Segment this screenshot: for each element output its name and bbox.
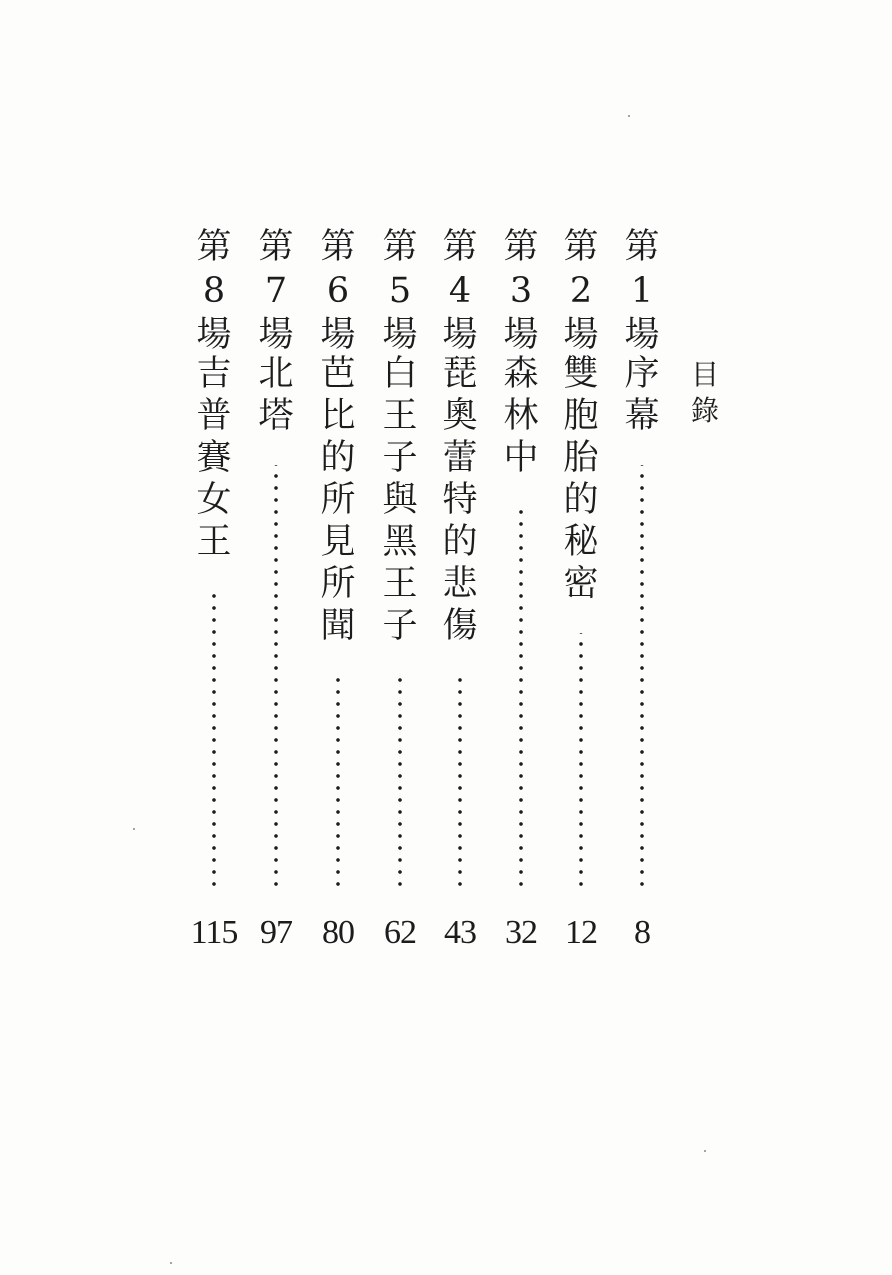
scene-number: 第 1 場 [624, 227, 660, 355]
chapter-title: 芭 比 的 所 見 所 聞 [320, 354, 356, 646]
page-number: 43 [444, 914, 476, 951]
scene-number: 第 3 場 [503, 227, 539, 355]
page-number: 97 [260, 914, 292, 951]
scene-number: 第 7 場 [258, 227, 294, 355]
page-number: 62 [384, 914, 416, 951]
toc-entry[interactable] [551, 225, 611, 985]
paper-speck [170, 1262, 172, 1264]
toc-heading: 目 錄 [690, 358, 719, 427]
scene-number: 第 8 場 [196, 227, 232, 355]
dot-leader [579, 633, 583, 890]
toc-entry[interactable] [308, 225, 368, 985]
page-number: 80 [322, 914, 354, 951]
toc-entry[interactable] [612, 225, 672, 985]
scene-number: 第 2 場 [563, 227, 599, 355]
toc-entry[interactable] [246, 225, 306, 985]
page-number: 115 [190, 914, 238, 951]
page-number: 32 [505, 914, 537, 951]
toc-entry[interactable] [430, 225, 490, 985]
chapter-title: 森 林 中 [503, 354, 539, 478]
dot-leader [212, 591, 216, 890]
chapter-title: 序 幕 [624, 354, 660, 436]
scene-number: 第 5 場 [382, 227, 418, 355]
toc-entry[interactable] [370, 225, 430, 985]
paper-speck [628, 115, 630, 117]
page-number: 12 [565, 914, 597, 951]
chapter-title: 白 王 子 與 黑 王 子 [382, 354, 418, 646]
scene-number: 第 4 場 [442, 227, 478, 355]
toc-entry[interactable] [184, 225, 244, 985]
paper-speck [704, 1150, 706, 1152]
dot-leader [519, 507, 523, 890]
dot-leader [398, 675, 402, 890]
dot-leader [274, 465, 278, 890]
page-number: 8 [634, 914, 650, 951]
paper-speck [133, 828, 135, 830]
scene-number: 第 6 場 [320, 227, 356, 355]
chapter-title: 琵 奧 蕾 特 的 悲 傷 [442, 354, 478, 646]
chapter-title: 雙 胞 胎 的 秘 密 [563, 354, 599, 604]
chapter-title: 吉 普 賽 女 王 [196, 354, 232, 562]
dot-leader [458, 675, 462, 890]
toc-entry[interactable] [491, 225, 551, 985]
dot-leader [640, 465, 644, 890]
dot-leader [336, 675, 340, 890]
chapter-title: 北 塔 [258, 354, 294, 436]
